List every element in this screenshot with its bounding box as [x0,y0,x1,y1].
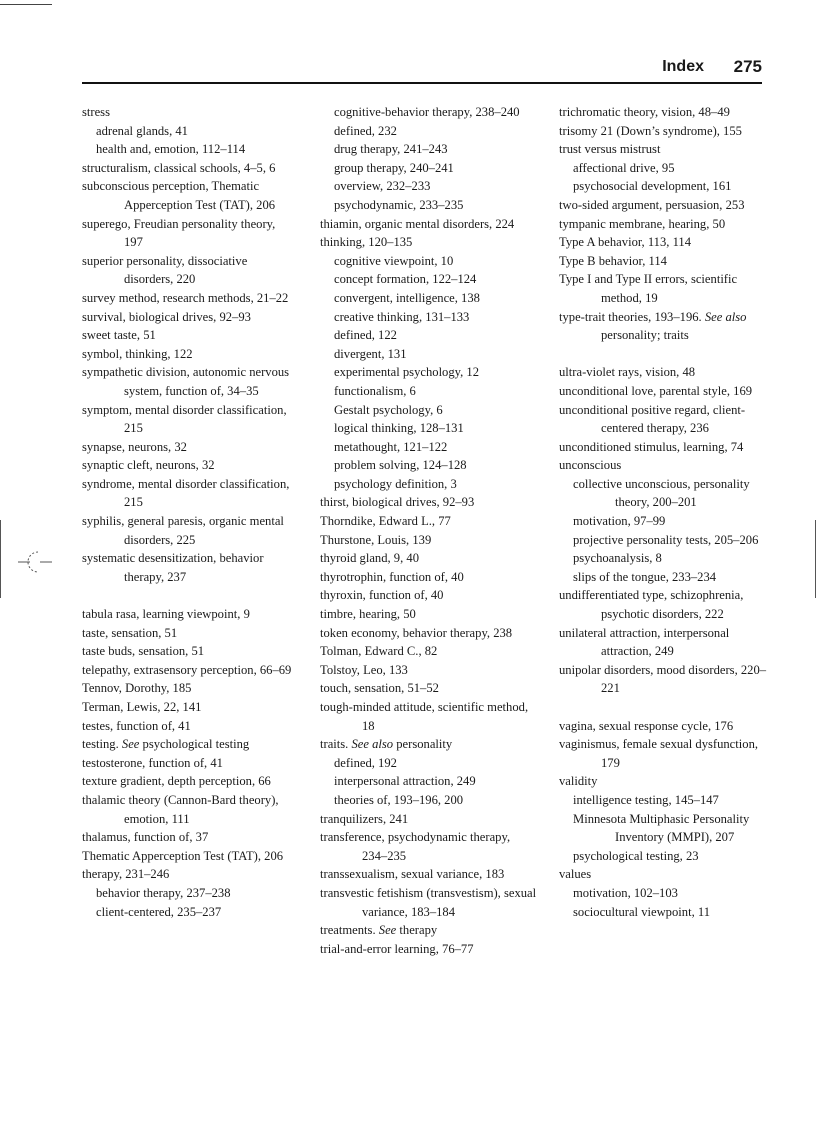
registration-mark-icon [18,548,52,576]
index-subentry: Minnesota Multiphasic Personality Inventory (MMPI), 207 [573,811,750,845]
index-subentry: drug therapy, 241–243 [334,142,448,157]
index-subentry: convergent, intelligence, 138 [334,290,480,305]
index-entry: testosterone, function of, 41 [82,755,223,770]
index-entry: syndrome, mental disorder classification, 215 [82,476,290,510]
index-entry: Tolman, Edward C., 82 [320,644,438,659]
index-entry: thyroxin, function of, 40 [320,588,444,603]
index-entry: transsexualism, sexual variance, 183 [320,867,505,882]
crop-mark-left [0,520,1,598]
index-entry: tranquilizers, 241 [320,811,409,826]
index-subentry: client-centered, 235–237 [96,904,222,919]
index-entry: Type B behavior, 114 [559,253,667,268]
index-subentry: sociocultural viewpoint, 11 [573,904,710,919]
index-subentry: theories of, 193–196, 200 [334,792,464,807]
index-entry: thalamic theory (Cannon-Bard theory), emotion, 111 [82,792,279,826]
index-entry: trisomy 21 (Down’s syndrome), 155 [559,123,742,138]
index-entry: testing. See psychological testing [82,737,250,752]
index-entry: thiamin, organic mental disorders, 224 [320,216,515,231]
index-subentry: psychoanalysis, 8 [573,551,662,566]
index-entry: values [559,867,592,882]
index-entry: Tolstoy, Leo, 133 [320,662,408,677]
index-subentry: psychodynamic, 233–235 [334,197,464,212]
index-entry: sympathetic division, autonomic nervous system, function of, 34–35 [82,365,290,398]
index-entry: unconditional positive regard, client-centered therapy, 236 [559,402,746,436]
index-entry: thalamus, function of, 37 [82,830,209,845]
index-subentry: projective personality tests, 205–206 [573,532,759,547]
index-subentry: behavior therapy, 237–238 [96,885,231,900]
index-entry: touch, sensation, 51–52 [320,681,439,696]
index-subentry: affectional drive, 95 [573,160,675,175]
index-entry: Terman, Lewis, 22, 141 [82,700,202,714]
index-subentry: intelligence testing, 145–147 [573,792,719,807]
index-entry: taste buds, sensation, 51 [82,644,205,659]
index-subentry: defined, 192 [334,755,397,770]
index-subentry: problem solving, 124–128 [334,458,467,473]
index-entry: traits. See also personality [320,737,453,752]
index-entry: symbol, thinking, 122 [82,346,193,361]
index-entry: tympanic membrane, hearing, 50 [559,216,726,231]
index-subentry: motivation, 97–99 [573,514,666,529]
index-entry: subconscious perception, Thematic Apperception Test (TAT), 206 [82,179,276,212]
index-entry: unilateral attraction, interpersonal attraction, 249 [559,625,730,659]
index-entry: Type I and Type II errors, scientific method, 19 [559,272,738,305]
index-entry: type-trait theories, 193–196. See also personality; traits [559,309,747,343]
crop-mark-top [0,4,52,5]
index-entry: Tennov, Dorothy, 185 [82,681,192,696]
header-rule [82,82,762,84]
index-column-3 [559,103,773,921]
index-entry: Thematic Apperception Test (TAT), 206 [82,848,284,863]
index-entry: synapse, neurons, 32 [82,439,187,454]
index-column-2 [320,103,538,958]
index-entry: structuralism, classical schools, 4–5, 6 [82,160,276,175]
index-subentry: Gestalt psychology, 6 [334,402,443,417]
index-entry: undifferentiated type, schizophrenia, psychotic disorders, 222 [559,588,744,622]
index-entry: two-sided argument, persuasion, 253 [559,197,745,212]
header-title: Index [662,58,704,75]
index-entry: transvestic fetishism (transvestism), sexual variance, 183–184 [320,885,537,919]
index-entry: superior personality, dissociative disorders, 220 [82,253,248,287]
index-entry: unconscious [559,458,622,473]
index-entry: thyrotrophin, function of, 40 [320,569,464,584]
index-entry: tabula rasa, learning viewpoint, 9 [82,607,250,622]
index-subentry: concept formation, 122–124 [334,272,477,287]
running-header [82,58,762,82]
index-entry: survival, biological drives, 92–93 [82,309,251,324]
index-subentry: metathought, 121–122 [334,439,448,454]
index-entry: token economy, behavior therapy, 238 [320,625,513,640]
index-entry: symptom, mental disorder classification, 215 [82,402,287,436]
index-subentry: cognitive viewpoint, 10 [334,253,454,268]
index-entry: synaptic cleft, neurons, 32 [82,458,215,473]
index-entry: vaginismus, female sexual dysfunction, 179 [559,737,759,770]
index-subentry: defined, 232 [334,123,397,138]
index-subentry: overview, 232–233 [334,179,431,194]
index-subentry: divergent, 131 [334,346,407,361]
index-entry: stress [82,105,110,119]
index-entry: vagina, sexual response cycle, 176 [559,718,734,733]
index-subentry: psychological testing, 23 [573,848,699,863]
index-subentry: collective unconscious, personality theory, 200–201 [573,476,750,510]
index-entry: ultra-violet rays, vision, 48 [559,365,696,380]
index-column-1 [82,103,294,921]
index-subentry: motivation, 102–103 [573,885,678,900]
index-entry: unconditional love, parental style, 169 [559,383,753,398]
index-entry: trichromatic theory, vision, 48–49 [559,105,730,119]
index-entry: superego, Freudian personality theory, 197 [82,216,276,250]
index-subentry: adrenal glands, 41 [96,123,188,138]
index-entry: texture gradient, depth perception, 66 [82,774,271,789]
index-entry: unconditioned stimulus, learning, 74 [559,439,744,454]
index-entry: therapy, 231–246 [82,867,170,882]
index-entry: Thurstone, Louis, 139 [320,532,432,547]
index-entry: transference, psychodynamic therapy, 234–235 [320,830,511,863]
index-subentry: psychosocial development, 161 [573,179,732,194]
index-subentry: defined, 122 [334,328,397,343]
index-entry: survey method, research methods, 21–22 [82,290,289,305]
index-entry: thirst, biological drives, 92–93 [320,495,475,510]
index-subentry: psychology definition, 3 [334,476,457,491]
index-entry: Type A behavior, 113, 114 [559,235,691,250]
page-number: 275 [733,57,762,76]
index-entry: sweet taste, 51 [82,328,156,343]
index-subentry: experimental psychology, 12 [334,365,480,380]
index-subentry: group therapy, 240–241 [334,160,454,175]
index-entry: treatments. See therapy [320,923,438,938]
index-entry: trial-and-error learning, 76–77 [320,941,474,956]
index-entry: taste, sensation, 51 [82,625,178,640]
index-entry: timbre, hearing, 50 [320,607,416,622]
index-subentry: functionalism, 6 [334,383,416,398]
index-entry: unipolar disorders, mood disorders, 220–221 [559,662,767,696]
index-subentry: creative thinking, 131–133 [334,309,470,324]
index-entry: Thorndike, Edward L., 77 [320,514,451,529]
index-entry: thinking, 120–135 [320,235,413,250]
index-entry: systematic desensitization, behavior therapy, 237 [82,551,264,584]
index-entry: telepathy, extrasensory perception, 66–69 [82,662,292,677]
index-entry: thyroid gland, 9, 40 [320,551,419,566]
index-subentry: health and, emotion, 112–114 [96,142,246,157]
index-subentry: cognitive-behavior therapy, 238–240 [334,105,520,119]
index-entry: validity [559,774,598,789]
index-entry: tough-minded attitude, scientific method, 18 [320,700,529,733]
index-entry: syphilis, general paresis, organic mental disorders, 225 [82,514,284,547]
index-subentry: logical thinking, 128–131 [334,421,464,436]
index-subentry: slips of the tongue, 233–234 [573,569,717,584]
index-entry: trust versus mistrust [559,142,661,157]
index-entry: testes, function of, 41 [82,718,191,733]
index-subentry: interpersonal attraction, 249 [334,774,476,789]
